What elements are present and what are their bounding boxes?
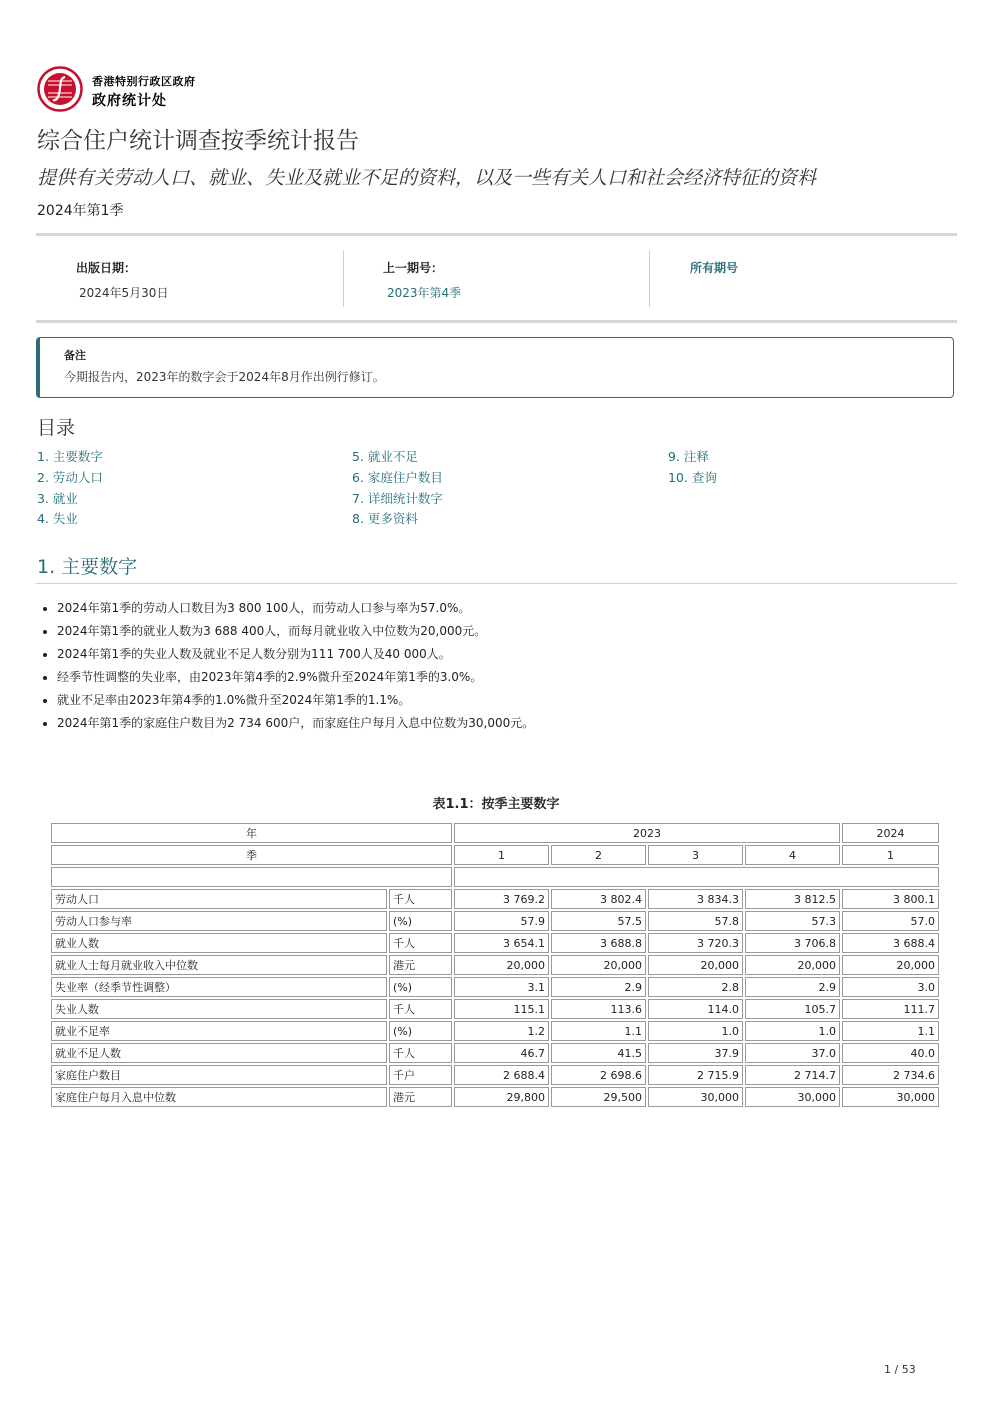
value-cell: 37.9	[648, 1043, 743, 1063]
table-header-row	[51, 823, 939, 843]
value-cell: 20,000	[551, 955, 646, 975]
release-date-label: 出版日期：	[76, 261, 137, 275]
table-spacer-row	[51, 867, 939, 887]
org-name-line1: 香港特别行政区政府	[92, 75, 196, 88]
value-cell: 2.8	[648, 977, 743, 997]
value-cell: 20,000	[648, 955, 743, 975]
year-header: 年	[51, 823, 452, 843]
value-cell: 3 769.2	[454, 889, 549, 909]
previous-issue-label: 上一期号：	[383, 261, 444, 275]
value-cell: 3 802.4	[551, 889, 646, 909]
row-label: 劳动人口	[51, 889, 387, 909]
value-cell: 57.9	[454, 911, 549, 931]
value-cell: 20,000	[745, 955, 840, 975]
value-cell: 57.3	[745, 911, 840, 931]
table-title: 表1.1：按季主要数字	[432, 797, 560, 812]
toc-item[interactable]: 2. 劳动人口	[37, 470, 103, 485]
row-label: 家庭住户每月入息中位数	[51, 1087, 387, 1107]
toc-title: 目录	[37, 417, 76, 439]
release-date-value: 2024年5月30日	[79, 286, 169, 300]
key-figures-table	[49, 821, 941, 1109]
value-cell: 46.7	[454, 1043, 549, 1063]
value-cell: 57.0	[842, 911, 939, 931]
value-cell: 20,000	[454, 955, 549, 975]
table-header-row	[51, 845, 939, 865]
quarter-cell: 1	[454, 845, 549, 865]
value-cell: 1.0	[648, 1021, 743, 1041]
row-unit: 千人	[389, 889, 452, 909]
toc-item[interactable]: 7. 详细统计数字	[352, 491, 443, 506]
value-cell: 3.0	[842, 977, 939, 997]
note-text: 今期报告内，2023年的数字会于2024年8月作出例行修订。	[64, 370, 385, 384]
toc-item[interactable]: 10. 查询	[668, 470, 717, 485]
note-title: 备注	[64, 349, 86, 362]
value-cell: 3 688.4	[842, 933, 939, 953]
value-cell: 111.7	[842, 999, 939, 1019]
toc-item[interactable]: 1. 主要数字	[37, 449, 103, 464]
key-figures-list	[38, 598, 534, 736]
section-divider	[36, 583, 957, 584]
value-cell: 1.1	[551, 1021, 646, 1041]
row-unit: 千人	[389, 933, 452, 953]
value-cell: 1.1	[842, 1021, 939, 1041]
value-cell: 114.0	[648, 999, 743, 1019]
value-cell: 3 654.1	[454, 933, 549, 953]
row-unit: (%)	[389, 1021, 452, 1041]
table-row	[51, 1065, 939, 1085]
org-name-line2: 政府统计处	[92, 93, 167, 109]
list-item: • 就业不足率由2023年第4季的1.0%微升至2024年第1季的1.1%。	[57, 690, 534, 713]
value-cell: 3.1	[454, 977, 549, 997]
table-row	[51, 1043, 939, 1063]
row-label: 就业人士每月就业收入中位数	[51, 955, 387, 975]
meta-separator	[649, 250, 650, 307]
row-label: 劳动人口参与率	[51, 911, 387, 931]
top-divider	[36, 233, 957, 236]
year-2023-header: 2023	[454, 823, 840, 843]
table-row	[51, 977, 939, 997]
value-cell: 41.5	[551, 1043, 646, 1063]
all-issues-link[interactable]: 所有期号	[690, 261, 739, 275]
value-cell: 57.5	[551, 911, 646, 931]
toc-item[interactable]: 8. 更多资料	[352, 511, 418, 526]
value-cell: 105.7	[745, 999, 840, 1019]
value-cell: 1.2	[454, 1021, 549, 1041]
census-department-logo-icon	[37, 66, 83, 112]
quarter-header: 季	[51, 845, 452, 865]
row-label: 就业不足人数	[51, 1043, 387, 1063]
toc-item[interactable]: 4. 失业	[37, 511, 78, 526]
value-cell: 2.9	[551, 977, 646, 997]
previous-issue-link[interactable]: 2023年第4季	[387, 286, 462, 300]
value-cell: 2 698.6	[551, 1065, 646, 1085]
toc-item[interactable]: 3. 就业	[37, 491, 78, 506]
list-item: • 2024年第1季的家庭住户数目为2 734 600户，而家庭住户每月入息中位数为30,000元。	[57, 713, 534, 736]
row-label: 失业人数	[51, 999, 387, 1019]
quarter-cell: 4	[745, 845, 840, 865]
row-unit: 港元	[389, 1087, 452, 1107]
value-cell: 2 734.6	[842, 1065, 939, 1085]
report-subtitle: 提供有关劳动人口、就业、失业及就业不足的资料，以及一些有关人口和社会经济特征的资料	[37, 167, 817, 189]
report-title: 综合住户统计调查按季统计报告	[37, 128, 359, 154]
value-cell: 2 715.9	[648, 1065, 743, 1085]
value-cell: 2 714.7	[745, 1065, 840, 1085]
value-cell: 3 688.8	[551, 933, 646, 953]
value-cell: 3 800.1	[842, 889, 939, 909]
quarter-cell: 1	[842, 845, 939, 865]
value-cell: 30,000	[842, 1087, 939, 1107]
row-unit: (%)	[389, 977, 452, 997]
value-cell: 57.8	[648, 911, 743, 931]
meta-divider	[36, 320, 957, 323]
meta-separator	[343, 250, 344, 307]
row-unit: 千人	[389, 1043, 452, 1063]
list-item: • 2024年第1季的劳动人口数目为3 800 100人，而劳动人口参与率为57.0%。	[57, 598, 534, 621]
table-row	[51, 1087, 939, 1107]
value-cell: 3 812.5	[745, 889, 840, 909]
row-label: 就业人数	[51, 933, 387, 953]
quarter-cell: 3	[648, 845, 743, 865]
value-cell: 29,800	[454, 1087, 549, 1107]
table-row	[51, 933, 939, 953]
value-cell: 115.1	[454, 999, 549, 1019]
table-row	[51, 999, 939, 1019]
row-label: 家庭住户数目	[51, 1065, 387, 1085]
row-unit: 港元	[389, 955, 452, 975]
value-cell: 3 834.3	[648, 889, 743, 909]
value-cell: 2 688.4	[454, 1065, 549, 1085]
value-cell: 30,000	[745, 1087, 840, 1107]
row-label: 失业率（经季节性调整）	[51, 977, 387, 997]
value-cell: 20,000	[842, 955, 939, 975]
value-cell: 113.6	[551, 999, 646, 1019]
page-number: 1 / 53	[884, 1363, 916, 1376]
row-unit: (%)	[389, 911, 452, 931]
toc-item[interactable]: 6. 家庭住户数目	[352, 470, 443, 485]
value-cell: 3 706.8	[745, 933, 840, 953]
value-cell: 1.0	[745, 1021, 840, 1041]
table-row	[51, 955, 939, 975]
value-cell: 3 720.3	[648, 933, 743, 953]
quarter-cell: 2	[551, 845, 646, 865]
value-cell: 30,000	[648, 1087, 743, 1107]
list-item: • 2024年第1季的就业人数为3 688 400人，而每月就业收入中位数为20,000元。	[57, 621, 534, 644]
row-label: 就业不足率	[51, 1021, 387, 1041]
toc-item[interactable]: 9. 注释	[668, 449, 709, 464]
table-row	[51, 911, 939, 931]
list-item: • 2024年第1季的失业人数及就业不足人数分别为111 700人及40 000人。	[57, 644, 534, 667]
list-item: • 经季节性调整的失业率，由2023年第4季的2.9%微升至2024年第1季的3.0%。	[57, 667, 534, 690]
value-cell: 37.0	[745, 1043, 840, 1063]
value-cell: 2.9	[745, 977, 840, 997]
value-cell: 29,500	[551, 1087, 646, 1107]
table-row	[51, 889, 939, 909]
value-cell: 40.0	[842, 1043, 939, 1063]
empty-cell	[51, 867, 452, 887]
row-unit: 千户	[389, 1065, 452, 1085]
year-2024-header: 2024	[842, 823, 939, 843]
report-period: 2024年第1季	[37, 203, 124, 219]
section-title: 1. 主要数字	[37, 556, 138, 578]
toc-item[interactable]: 5. 就业不足	[352, 449, 418, 464]
table-row	[51, 1021, 939, 1041]
row-unit: 千人	[389, 999, 452, 1019]
empty-cell	[454, 867, 939, 887]
